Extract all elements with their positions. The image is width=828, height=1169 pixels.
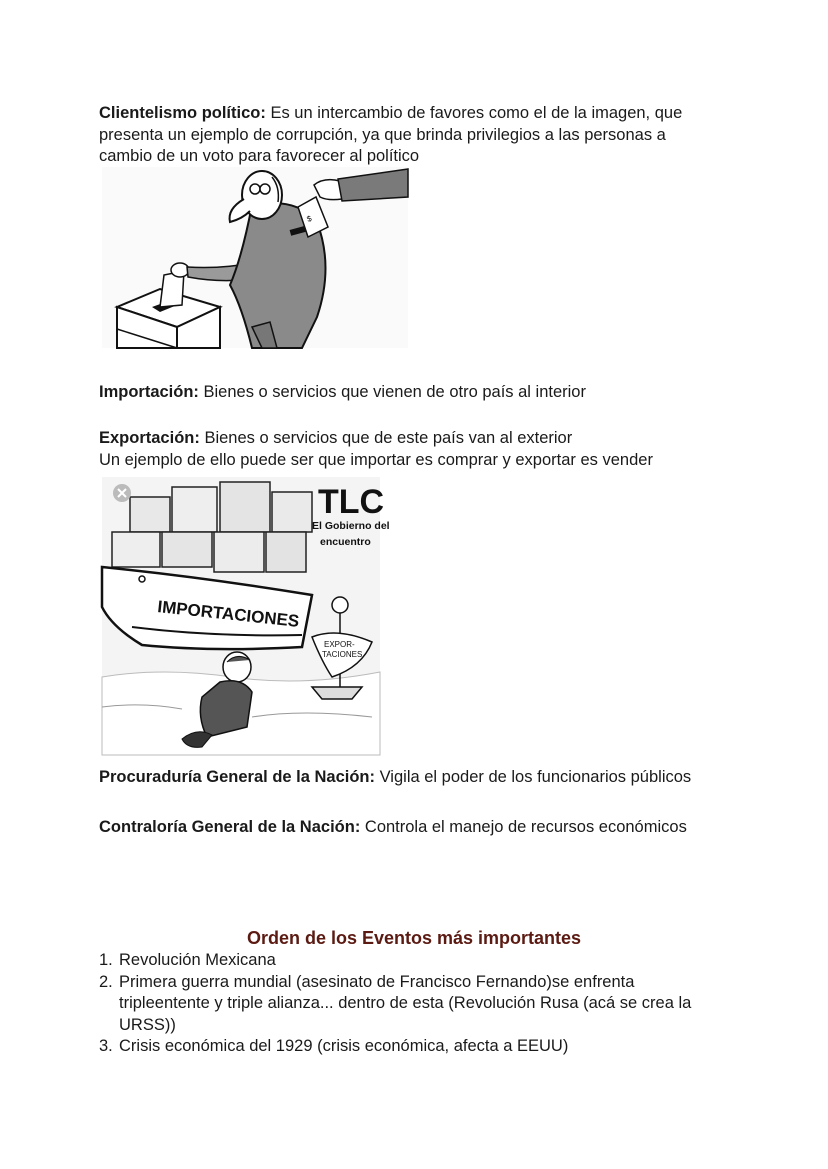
term-procuraduria: Procuraduría General de la Nación: [99,768,376,786]
svg-text:$: $ [305,213,313,224]
definition-clientelismo: Es un intercambio de favores como el de la imagen, que presenta un ejemplo de corrupción, ya que brinda privilegios a las personas a cambio de un voto para favorecer al político [99,104,683,165]
events-list [99,950,719,1058]
sail-label-2: TACIONES [322,650,363,659]
example-text: Un ejemplo de ello puede ser que importar es comprar y exportar es vender [99,450,653,469]
tlc-subtitle-2: encuentro [320,536,371,548]
term-importacion: Importación: [99,383,199,401]
importacion-paragraph [99,382,719,404]
clientelismo-paragraph [99,103,719,168]
term-exportacion: Exportación: [99,429,200,447]
definition-contraloria: Controla el manejo de recursos económicos [360,818,687,836]
definition-importacion: Bienes o servicios que vienen de otro país al interior [198,383,586,401]
tlc-title: TLC [318,483,385,521]
tlc-cartoon [102,477,390,755]
list-item: 3. Crisis económica del 1929 (crisis económica, afecta a EEUU) [99,1037,569,1055]
definition-procuraduria: Vigila el poder de los funcionarios públicos [375,768,692,786]
tlc-subtitle-1: El Gobierno del [312,520,390,532]
definition-exportacion: Bienes o servicios que de este país van al exterior [199,429,573,447]
sail-label-1: EXPOR- [324,640,355,649]
events-heading: Orden de los Eventos más importantes [246,928,582,948]
term-contraloria: Contraloría General de la Nación: [99,818,361,836]
list-item: 1. Revolución Mexicana [99,951,276,969]
procuraduria-paragraph [99,767,719,789]
vote-bribery-cartoon [102,167,408,348]
ship-label: IMPORTACIONES [156,597,301,631]
contraloria-paragraph [99,817,719,839]
list-item: 2. Primera guerra mundial (asesinato de Francisco Fernando)se enfrenta tripleentente y triple alianza... dentro de esta (Revolución Rusa (acá se crea la URSS)) [99,972,692,1034]
term-clientelismo: Clientelismo político: [99,104,266,122]
exportacion-paragraph [99,428,719,471]
